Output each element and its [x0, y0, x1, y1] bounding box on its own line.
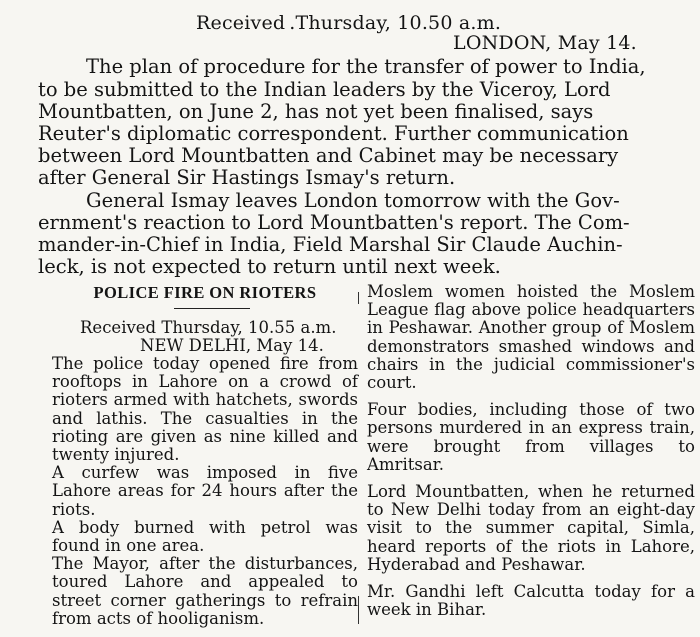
left-paragraph: The police today opened fire from rooftops in Lahore on a crowd of rioters armed with hatchets, swords and lathis. The casualties in the rioting are given as nine killed and twenty injured.: [52, 354, 358, 465]
section-received-dateline: Received Thursday, 10.55 a.m.: [80, 318, 337, 337]
right-paragraph: Lord Mountbatten, when he returned to New Delhi today from an eight-day visit to the summer capital, Simla, heard reports of the riots in Lahore, Hyderabad and Peshawar.: [367, 482, 695, 574]
right-paragraph: Mr. Gandhi left Calcutta today for a week in Bihar.: [367, 582, 695, 620]
headline-rule: [174, 308, 250, 309]
right-paragraph: Moslem women hoisted the Moslem League flag above police headquarters in Peshawar. Another group of Moslem demonstrators smashed windows and chairs in the judicial commissioner's court.: [367, 282, 695, 393]
lead-line: between Lord Mountbatten and Cabinet may be necessary: [38, 144, 619, 167]
right-paragraph: Four bodies, including those of two persons murdered in an express train, were brought from villages to Amritsar.: [367, 400, 695, 474]
left-paragraph: A body burned with petrol was found in one area.: [52, 517, 358, 556]
lead-line: General Ismay leaves London tomorrow with the Gov-: [86, 189, 620, 212]
lead-line: leck, is not expected to return until next week.: [38, 255, 501, 278]
right-column: [367, 283, 695, 619]
section-place-dateline: NEW DELHI, May 14.: [140, 336, 324, 355]
lead-line: ernment's reaction to Lord Mountbatten's report. The Com-: [38, 211, 630, 234]
section-headline: POLICE FIRE ON RIOTERS: [93, 283, 317, 302]
lead-line: Reuter's diplomatic correspondent. Further communication: [38, 122, 629, 145]
column-divider: [358, 292, 359, 304]
received-dateline: Received .Thursday, 10.50 a.m.: [196, 12, 502, 34]
left-paragraph: A curfew was imposed in five Lahore areas for 24 hours after the riots.: [52, 463, 358, 519]
left-column: [52, 283, 358, 628]
lead-line: to be submitted to the Indian leaders by the Viceroy, Lord: [38, 78, 611, 101]
column-divider: [358, 596, 359, 624]
lead-line: The plan of procedure for the transfer of power to India,: [86, 55, 646, 78]
lead-line: mander-in-Chief in India, Field Marshal Sir Claude Auchin-: [38, 233, 623, 256]
place-dateline: LONDON, May 14.: [453, 32, 637, 54]
lead-line: Mountbatten, on June 2, has not yet been finalised, says: [38, 100, 594, 123]
lead-line: after General Sir Hastings Ismay's return.: [38, 166, 456, 189]
left-paragraph: The Mayor, after the disturbances, toured Lahore and appealed to street corner gatherings to refrain from acts of hooliganism.: [52, 554, 358, 628]
